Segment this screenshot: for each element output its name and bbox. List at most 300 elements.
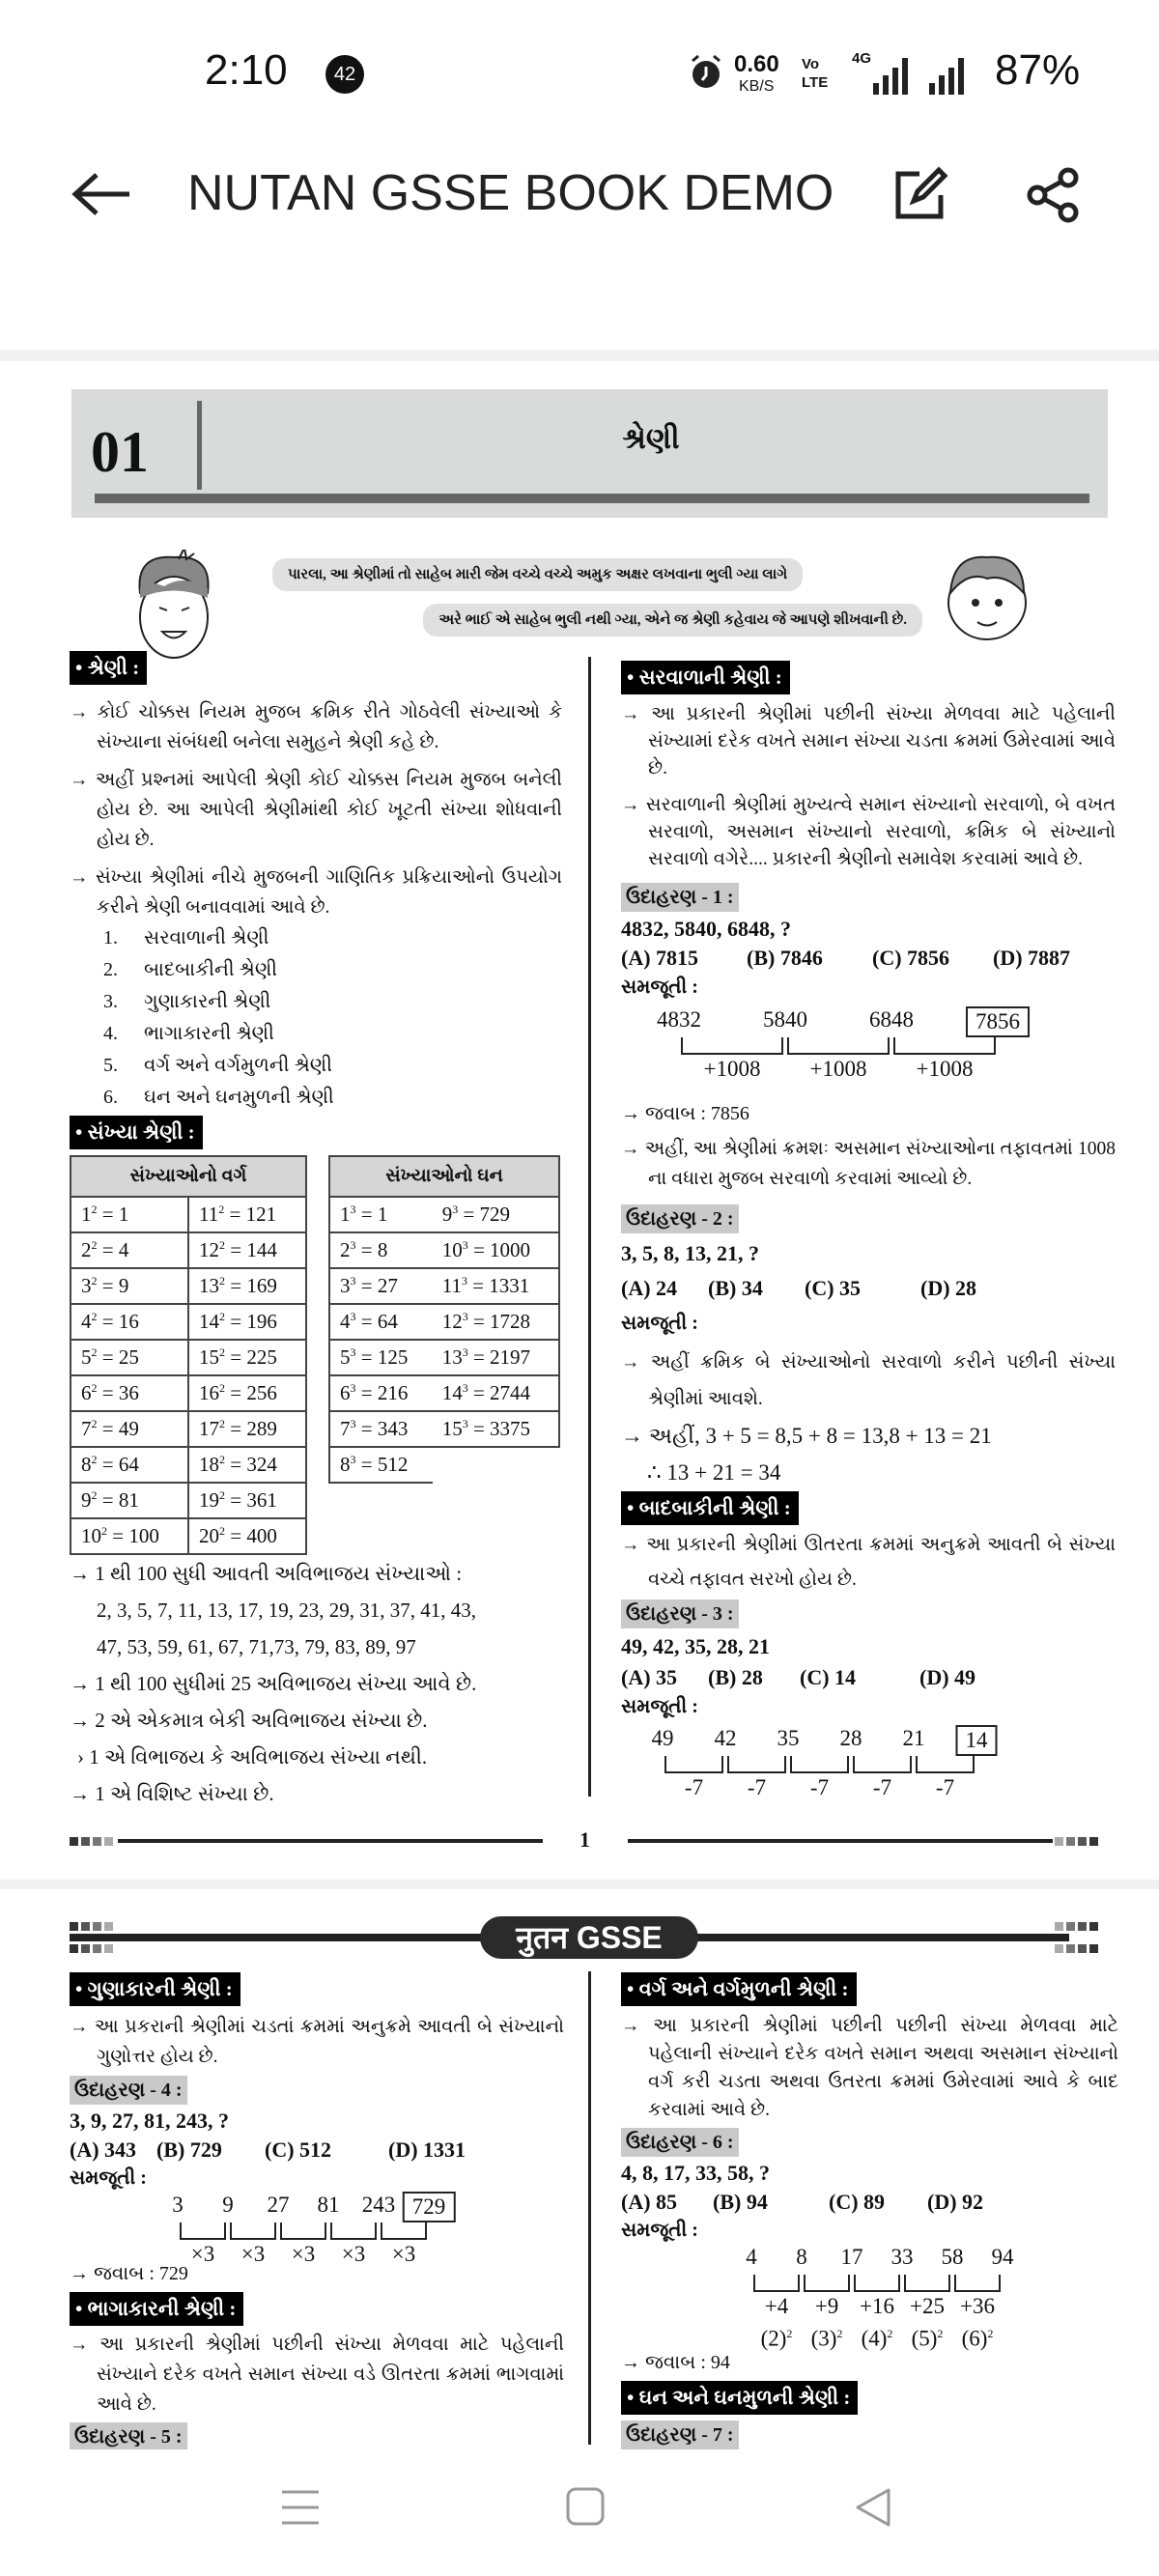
table-cell: $11^2 = 121$ xyxy=(188,1197,306,1232)
net-speed-unit: KB/S xyxy=(739,78,775,95)
list-number: 2. xyxy=(103,959,118,980)
series-term: 94 xyxy=(991,2245,1014,2269)
exponent: 2 xyxy=(887,2327,893,2340)
table-cell: $12^3 = 1728$ xyxy=(433,1304,559,1340)
exponent: 2 xyxy=(218,1203,225,1216)
option: (B) 34 xyxy=(708,1276,763,1300)
example-sequence: 4832, 5840, 6848, ? xyxy=(621,917,791,941)
left-column xyxy=(70,651,562,1812)
series-difference: -7 xyxy=(872,1775,892,1799)
table-cell: $13^2 = 169$ xyxy=(188,1268,306,1304)
paragraph: → સંખ્યા શ્રેણીમાં નીચે મુજબની ગાણિતિક પ્રક્રિયાઓનો ઉપયોગ કરીને શ્રેણી બનાવવામાં આવે છે. xyxy=(70,867,562,918)
paragraph: → આ પ્રકારની શ્રેણીમાં ઊતરતા ક્રમમાં અનુક્રમે આવતી બે સંખ્યા વચ્ચે તફાવત સરખો હોય છે. xyxy=(621,1535,1116,1590)
series-difference: -7 xyxy=(684,1775,704,1799)
decor-square xyxy=(1055,1944,1063,1953)
paragraph: → અહીં ક્રમિક બે સંખ્યાઓનો સરવાળો કરીને પછીની સંખ્યા શ્રેણીમાં આવશે. xyxy=(621,1352,1116,1409)
table-row xyxy=(71,1518,306,1554)
list-item xyxy=(70,922,562,954)
table-cell: $5^3 = 125$ xyxy=(329,1340,433,1375)
decor-square xyxy=(70,1837,78,1846)
list-item xyxy=(70,1082,562,1114)
decor-square xyxy=(1055,1837,1063,1846)
divider xyxy=(0,350,1159,361)
series-term: 17 xyxy=(840,2245,863,2269)
example-label: ઉદાહરણ - 2 : xyxy=(621,1204,739,1233)
table-cell: $6^3 = 216$ xyxy=(329,1375,433,1411)
decor-square xyxy=(81,1944,90,1953)
series-difference: +25 xyxy=(910,2294,945,2318)
table-row xyxy=(329,1268,559,1304)
exponent: 3 xyxy=(462,1238,468,1252)
edit-icon[interactable] xyxy=(890,166,948,224)
app-bar xyxy=(0,116,1159,350)
table-row xyxy=(71,1304,306,1340)
primes-list: 2, 3, 5, 7, 11, 13, 17, 19, 23, 29, 31, 37, 41, 43, xyxy=(97,1599,476,1622)
series-bracket xyxy=(280,2222,326,2240)
list-label: ગુણાકારની શ્રેણી xyxy=(144,991,271,1012)
table-cell: $11^3 = 1331$ xyxy=(433,1268,559,1304)
clock: 2:10 xyxy=(205,46,288,94)
series-difference: +4 xyxy=(764,2294,789,2318)
series-bracket xyxy=(664,1756,723,1773)
table-cell: $3^2 = 9$ xyxy=(71,1268,188,1304)
option: (C) 35 xyxy=(805,1276,862,1300)
series-term: 21 xyxy=(902,1726,925,1750)
series-term: 3 xyxy=(172,2193,184,2217)
exponent: 2 xyxy=(219,1524,225,1538)
exponent: 2 xyxy=(987,2327,994,2340)
paragraph: → આ પ્રકારની શ્રેણીમાં પછીની સંખ્યા મેળવવા માટે પહેલાની સંખ્યાને દરેક વખતે સમાન સંખ્યા વડે ઊતરતા ક્રમમાં ભાગવામાં આવે છે. xyxy=(70,2335,564,2415)
series-bracket xyxy=(681,1037,783,1055)
paragraph: → આ પ્રકારની શ્રેણીમાં પછીની પછીની સંખ્યા મેળવવા માટે પહેલાની સંખ્યાને દરેક વખતે સમાન અથવા અસમાન સંખ્યાનો વર્ગ કરી ચડતા અથવા ઉતરતા ક્રમમાં ઉમેરવામાં આવે કે બાદ કરવામાં આવે છે. xyxy=(621,2016,1118,2120)
decor-square xyxy=(1078,1922,1087,1931)
exponent: 2 xyxy=(91,1310,98,1323)
battery-level: 87% xyxy=(995,46,1081,94)
table-header-row xyxy=(71,1156,306,1197)
table-cell: $1^2 = 1$ xyxy=(71,1197,188,1232)
section-heading-cube-series: • ઘન અને ઘનમુળની શ્રેણી : xyxy=(621,2381,858,2415)
navigation-bar xyxy=(0,2449,1159,2576)
series-term: 243 xyxy=(361,2193,396,2217)
equation: → અહીં, 3 + 5 = 8,5 + 8 = 13,8 + 13 = 21 xyxy=(621,1424,992,1448)
tables-row xyxy=(70,1155,562,1555)
option: (B) 28 xyxy=(708,1665,763,1689)
brand-pill xyxy=(480,1916,698,1959)
paragraph: → કોઈ ચોક્કસ નિયમ મુજબ ક્રમિક રીતે ગોઠવેલી સંખ્યાઓ કે સંખ્યાના સંબંધથી બનેલા સમુહને શ્રેણી કહે છે. xyxy=(70,702,562,752)
decor-square xyxy=(104,1944,113,1953)
exponent: 2 xyxy=(219,1381,225,1395)
list-label: ભાગાકારની શ્રેણી xyxy=(144,1023,274,1044)
right-column xyxy=(621,661,1116,1802)
exponent: 3 xyxy=(350,1345,356,1359)
paragraph: → અહીં, આ શ્રેણીમાં ક્રમશઃ અસમાન સંખ્યાઓના તફાવતમાં 1008 ના વધારા મુજબ સરવાળો કરવામાં આવ્યો છે. xyxy=(621,1139,1116,1189)
example-options xyxy=(621,2188,1118,2217)
alarm-icon xyxy=(689,53,723,92)
decor-square xyxy=(1089,1837,1098,1846)
series-term: 49 xyxy=(651,1726,674,1750)
series-bracket xyxy=(854,2275,900,2292)
exponent: 2 xyxy=(786,2327,793,2340)
page-gap xyxy=(0,1880,1159,1889)
option: (B) 729 xyxy=(156,2137,222,2162)
section-heading-number-series: • સંખ્યા શ્રેણી : xyxy=(70,1116,203,1149)
list-number: 6. xyxy=(103,1087,118,1108)
series-bracket xyxy=(804,2275,850,2292)
decor-square xyxy=(1078,1944,1087,1953)
table-cell: $12^2 = 144$ xyxy=(188,1232,306,1268)
series-bracket xyxy=(727,1756,786,1773)
fact: → 1 થી 100 સુધીમાં 25 અવિભાજય સંખ્યા આવે છે. xyxy=(70,1672,477,1695)
series-diagram xyxy=(621,1006,1116,1093)
table-row xyxy=(71,1268,306,1304)
table-cell: $14^2 = 196$ xyxy=(188,1304,306,1340)
series-diagram xyxy=(621,2244,1118,2351)
exponent: 3 xyxy=(350,1238,356,1252)
table-cell: $9^2 = 81$ xyxy=(71,1483,188,1518)
example-options xyxy=(621,944,1116,973)
table-cell: $17^2 = 289$ xyxy=(188,1411,306,1447)
answer: → જવાબ : 7856 xyxy=(621,1103,749,1124)
series-difference: +1008 xyxy=(916,1057,974,1081)
list-number: 4. xyxy=(103,1023,118,1044)
series-bracket xyxy=(180,2222,226,2240)
exponent: 2 xyxy=(91,1381,98,1395)
table-cell: $10^2 = 100$ xyxy=(71,1518,188,1554)
option: (A) 24 xyxy=(621,1276,678,1300)
series-bracket xyxy=(230,2222,276,2240)
example-sequence: 49, 42, 35, 28, 21 xyxy=(621,1634,770,1658)
series-term: 81 xyxy=(317,2193,340,2217)
home-icon[interactable] xyxy=(565,2486,606,2527)
conclusion: ∴ 13 + 21 = 34 xyxy=(647,1460,781,1485)
example-label: ઉદાહરણ - 3 : xyxy=(621,1599,739,1628)
table-row xyxy=(71,1232,306,1268)
exponent: 3 xyxy=(350,1453,356,1466)
brand-text: नुतन GSSE xyxy=(516,1920,663,1955)
option: (C) 512 xyxy=(265,2137,332,2162)
series-difference: ×3 xyxy=(341,2242,366,2266)
exponent: 3 xyxy=(350,1381,356,1395)
decor-square xyxy=(104,1837,113,1846)
table-cell: $9^3 = 729$ xyxy=(433,1197,559,1232)
fact: › 1 એ વિભાજય કે અવિભાજય સંખ્યા નથી. xyxy=(77,1745,428,1769)
status-bar xyxy=(0,0,1159,116)
example-options xyxy=(621,1274,1116,1303)
table-cell: $13^3 = 2197$ xyxy=(433,1340,559,1375)
app-title: NUTAN GSSE BOOK DEMO xyxy=(187,165,834,221)
list-label: વર્ગ અને વર્ગમુળની શ્રેણી xyxy=(144,1055,332,1076)
table-cell: $2^3 = 8$ xyxy=(329,1232,433,1268)
option: (D) 92 xyxy=(927,2190,984,2214)
series-bracket xyxy=(893,1037,996,1055)
series-term: 729 xyxy=(403,2192,456,2222)
table-cell: $5^2 = 25$ xyxy=(71,1340,188,1375)
example-label: ઉદાહરણ - 1 : xyxy=(621,883,739,912)
series-square-base: $(4)^2$ xyxy=(861,2326,893,2351)
exponent: 2 xyxy=(219,1238,225,1252)
net-speed: 0.60 xyxy=(734,51,779,77)
series-difference: +1008 xyxy=(703,1057,761,1081)
explanation-label: સમજૂતી : xyxy=(621,2220,698,2241)
exponent: 2 xyxy=(91,1345,98,1359)
option: (B) 94 xyxy=(713,2190,768,2214)
table-cell: $8^3 = 512$ xyxy=(329,1447,433,1483)
series-difference: +1008 xyxy=(809,1057,867,1081)
signal-icon xyxy=(927,54,975,95)
primes-intro: → 1 થી 100 સુધી આવતી અવિભાજય સંખ્યાઓ : xyxy=(70,1562,463,1585)
example-sequence: 4, 8, 17, 33, 58, ? xyxy=(621,2161,770,2185)
network-type: 4G xyxy=(852,50,872,67)
example-sequence: 3, 9, 27, 81, 243, ? xyxy=(70,2109,229,2133)
option: (C) 89 xyxy=(829,2190,886,2214)
table-cell: $16^2 = 256$ xyxy=(188,1375,306,1411)
table-cell: $14^3 = 2744$ xyxy=(433,1375,559,1411)
series-difference: -7 xyxy=(747,1775,767,1799)
table-cell: $20^2 = 400$ xyxy=(188,1518,306,1554)
exponent: 2 xyxy=(91,1488,98,1502)
series-difference: ×3 xyxy=(291,2242,316,2266)
list-item xyxy=(70,986,562,1018)
section-heading-division-series: • ભાગાકારની શ્રેણી : xyxy=(70,2292,243,2326)
decor-square xyxy=(81,1922,90,1931)
fact: → 2 એ એકમાત્ર બેકી અવિભાજય સંખ્યા છે. xyxy=(70,1709,428,1732)
explanation-label: સમજૂતી : xyxy=(621,977,698,998)
paragraph: → આ પ્રકરાની શ્રેણીમાં ચડતાં ક્રમમાં અનુક્રમે આવતી બે સંખ્યાનો ગુણોત્તર હોય છે. xyxy=(70,2017,564,2067)
table-cell: $15^2 = 225$ xyxy=(188,1340,306,1375)
table-cell: $15^3 = 3375$ xyxy=(433,1411,559,1447)
chapter-divider xyxy=(197,401,202,490)
series-square-base: $(2)^2$ xyxy=(760,2326,793,2351)
exponent: 2 xyxy=(219,1453,225,1466)
exponent: 3 xyxy=(462,1310,468,1323)
fact: → 1 એ વિશિષ્ટ સંખ્યા છે. xyxy=(70,1782,274,1805)
paragraph: → સરવાળાની શ્રેણીમાં મુખ્યત્વે સમાન સંખ્યાનો સરવાળો, બે વખત સરવાળો, અસમાન સંખ્યાનો સરવાળો, ક્રમિક બે સંખ્યાનો સરવાળો વગેરે.... પ્રકારની શ્રેણીનો સમાવેશ કરવામાં આવે છે. xyxy=(621,795,1116,869)
table-row xyxy=(329,1197,559,1232)
notification-count-badge: 42 xyxy=(325,55,364,94)
series-bracket xyxy=(787,1037,890,1055)
series-diagram xyxy=(621,1725,1116,1802)
chapter-underline xyxy=(95,494,1089,503)
exponent: 2 xyxy=(219,1345,225,1359)
explanation-label: સમજૂતી : xyxy=(621,1313,698,1334)
left-column xyxy=(70,1972,564,2451)
option: (A) 7815 xyxy=(621,946,699,970)
page-number: 1 xyxy=(580,1827,590,1852)
exponent: 3 xyxy=(350,1310,356,1323)
table-cell: $6^2 = 36$ xyxy=(71,1375,188,1411)
series-difference: +16 xyxy=(860,2294,894,2318)
series-difference: ×3 xyxy=(391,2242,416,2266)
example-options xyxy=(621,1663,1116,1692)
exponent: 3 xyxy=(350,1203,356,1216)
table-row xyxy=(71,1447,306,1483)
recents-icon[interactable] xyxy=(280,2488,321,2527)
table-row xyxy=(71,1340,306,1375)
option: (C) 14 xyxy=(800,1665,857,1689)
explanation-label: સમજૂતી : xyxy=(621,1696,698,1717)
series-term: 27 xyxy=(267,2193,290,2217)
table-row xyxy=(329,1447,559,1483)
exponent: 2 xyxy=(91,1417,98,1430)
decor-square xyxy=(1089,1922,1098,1931)
share-icon[interactable] xyxy=(1024,166,1082,224)
table-cell: $3^3 = 27$ xyxy=(329,1268,433,1304)
section-heading-series: • શ્રેણી : xyxy=(70,651,147,685)
list-label: બાદબાકીની શ્રેણી xyxy=(144,959,278,980)
option: (D) 49 xyxy=(919,1665,976,1689)
table-row xyxy=(329,1232,559,1268)
exponent: 2 xyxy=(91,1203,98,1216)
list-label: સરવાળાની શ્રેણી xyxy=(144,927,269,948)
table-header-row xyxy=(329,1156,559,1197)
answer: → જવાબ : 729 xyxy=(70,2263,188,2284)
option: (D) 1331 xyxy=(388,2137,466,2162)
exponent: 2 xyxy=(91,1238,98,1252)
series-difference: +36 xyxy=(960,2294,995,2318)
column-divider xyxy=(588,1971,591,2445)
primes-list: 47, 53, 59, 61, 67, 71,73, 79, 83, 89, 97 xyxy=(97,1635,416,1658)
exponent: 2 xyxy=(101,1524,107,1538)
decor-square xyxy=(93,1944,101,1953)
list-number: 1. xyxy=(103,927,118,948)
table-cell: $4^2 = 16$ xyxy=(71,1304,188,1340)
series-term: 6848 xyxy=(869,1007,914,1032)
signal-icon xyxy=(850,54,918,95)
option: (A) 35 xyxy=(621,1665,678,1689)
squares-table xyxy=(70,1155,307,1555)
volte-top: Vo xyxy=(802,56,820,72)
series-term: 4832 xyxy=(657,1007,701,1032)
series-square-base: $(3)^2$ xyxy=(810,2326,843,2351)
exponent: 2 xyxy=(219,1310,225,1323)
book-page-2 xyxy=(0,1889,1159,2449)
boy-face-illustration xyxy=(126,550,222,665)
series-bracket xyxy=(330,2222,377,2240)
decor-square xyxy=(93,1837,101,1846)
table-row xyxy=(329,1411,559,1447)
list-item xyxy=(70,1050,562,1082)
table-row xyxy=(329,1340,559,1375)
series-difference: ×3 xyxy=(240,2242,266,2266)
exponent: 3 xyxy=(462,1417,468,1430)
decor-square xyxy=(1078,1837,1087,1846)
example-label: ઉદાહરણ - 7 : xyxy=(621,2420,739,2449)
speech-bubble-text: પારલા, આ શ્રેણીમાં તો સાહેબ મારી જેમ વચ્ચે વચ્ચે અમુક અક્ષર લખવાના ભુલી ગ્યા લાગે xyxy=(288,567,788,582)
exponent: 3 xyxy=(350,1417,356,1430)
page-header xyxy=(0,1918,1159,1967)
exponent: 3 xyxy=(462,1381,468,1395)
example-label: ઉદાહરણ - 6 : xyxy=(621,2128,739,2157)
series-term: 9 xyxy=(222,2193,234,2217)
series-bracket xyxy=(381,2222,427,2240)
table-cell: $7^2 = 49$ xyxy=(71,1411,188,1447)
series-term: 42 xyxy=(714,1726,737,1750)
table-row xyxy=(71,1197,306,1232)
page-footer xyxy=(0,1827,1159,1856)
section-heading-square-series: • વર્ગ અને વર્ગમુળની શ્રેણી : xyxy=(621,1972,857,2006)
volte-bottom: LTE xyxy=(802,74,829,91)
exponent: 2 xyxy=(219,1274,225,1288)
exponent: 2 xyxy=(836,2327,843,2340)
exponent: 3 xyxy=(350,1274,356,1288)
series-square-base: $(5)^2$ xyxy=(911,2326,944,2351)
section-heading-subtraction-series: • બાદબાકીની શ્રેણી : xyxy=(621,1491,799,1525)
section-heading-addition-series: • સરવાળાની શ્રેણી : xyxy=(621,661,790,694)
decor-square xyxy=(1055,1922,1063,1931)
section-heading-multiplication-series: • ગુણાકારની શ્રેણી : xyxy=(70,1972,240,2006)
option: (A) 343 xyxy=(70,2137,137,2162)
series-difference: -7 xyxy=(809,1775,830,1799)
exponent: 2 xyxy=(219,1488,225,1502)
back-icon[interactable] xyxy=(854,2486,892,2529)
series-bracket xyxy=(753,2275,800,2292)
decor-square xyxy=(104,1922,113,1931)
series-bracket xyxy=(916,1756,975,1773)
column-divider xyxy=(588,657,591,1797)
table-header: સંખ્યાઓનો ઘન xyxy=(329,1156,559,1197)
speech-bubble-text: અરે ભાઈ એ સાહેબ ભુલી નથી ગ્યા, એને જ શ્રેણી કહેવાય જે આપણે શીખવાની છે. xyxy=(438,612,907,628)
table-row xyxy=(71,1483,306,1518)
example-label: ઉદાહરણ - 5 : xyxy=(70,2422,187,2451)
exponent: 3 xyxy=(461,1274,467,1288)
decor-square xyxy=(81,1837,90,1846)
series-term: 28 xyxy=(839,1726,862,1750)
series-term: 14 xyxy=(956,1725,998,1756)
exponent: 3 xyxy=(462,1345,468,1359)
series-square-base: $(6)^2$ xyxy=(961,2326,994,2351)
right-column xyxy=(621,1972,1118,2449)
footer-line xyxy=(118,1839,543,1843)
table-cell xyxy=(433,1447,559,1483)
option: (C) 7856 xyxy=(872,946,950,970)
table-header: સંખ્યાઓનો વર્ગ xyxy=(71,1156,306,1197)
exponent: 2 xyxy=(219,1417,225,1430)
explanation-label: સમજૂતી : xyxy=(70,2167,147,2189)
cubes-table xyxy=(328,1155,560,1484)
table-row xyxy=(329,1304,559,1340)
decor-square xyxy=(70,1922,78,1931)
decor-square xyxy=(1066,1922,1075,1931)
speech-bubble xyxy=(423,604,922,637)
series-term: 5840 xyxy=(763,1007,807,1032)
series-difference: ×3 xyxy=(190,2242,215,2266)
table-cell: $1^3 = 1$ xyxy=(329,1197,433,1232)
exponent: 2 xyxy=(91,1274,98,1288)
exponent: 2 xyxy=(91,1453,98,1466)
series-term: 35 xyxy=(777,1726,800,1750)
speech-bubble xyxy=(272,558,803,591)
exponent: 2 xyxy=(937,2327,944,2340)
option: (A) 85 xyxy=(621,2190,678,2214)
example-options xyxy=(70,2136,564,2165)
table-cell: $18^2 = 324$ xyxy=(188,1447,306,1483)
series-diagram xyxy=(70,2192,564,2266)
example-sequence: 3, 5, 8, 13, 21, ? xyxy=(621,1241,759,1265)
paragraph: → આ પ્રકારની શ્રેણીમાં પછીની સંખ્યા મેળવવા માટે પહેલાની સંખ્યામાં દરેક વખતે સમાન સંખ્યા ચડતા ક્રમમાં ઉમેરવામાં આવે છે. xyxy=(621,704,1116,778)
boy-face-illustration xyxy=(939,550,1035,646)
chapter-header xyxy=(71,389,1108,518)
back-arrow-icon[interactable] xyxy=(71,172,131,216)
option: (D) 28 xyxy=(920,1276,977,1300)
table-row xyxy=(71,1375,306,1411)
table-cell: $8^2 = 64$ xyxy=(71,1447,188,1483)
series-term: 7856 xyxy=(966,1006,1030,1037)
series-bracket xyxy=(790,1756,849,1773)
chapter-title: શ્રેણી xyxy=(622,423,680,455)
series-difference: -7 xyxy=(935,1775,955,1799)
table-cell: $4^3 = 64$ xyxy=(329,1304,433,1340)
table-cell: $10^3 = 1000$ xyxy=(433,1232,559,1268)
